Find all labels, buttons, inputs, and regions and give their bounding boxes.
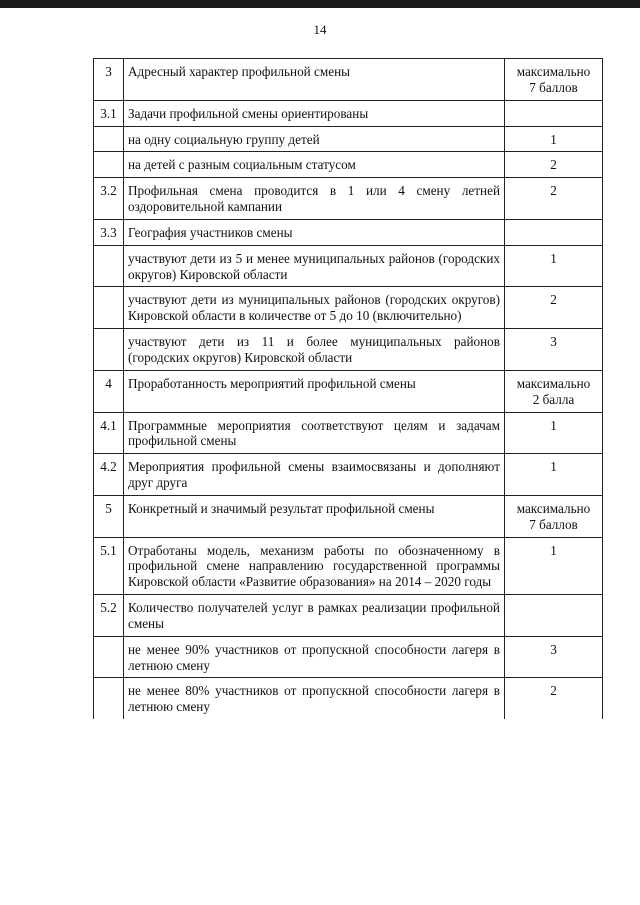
score-cell: 2 (505, 287, 603, 329)
score-cell: 1 (505, 454, 603, 496)
table-row (94, 329, 603, 371)
table-row (94, 636, 603, 678)
table-row (94, 59, 603, 101)
criteria-table-body (94, 59, 603, 720)
row-number: 5.1 (94, 537, 124, 595)
top-border-line (0, 0, 640, 8)
table-row (94, 219, 603, 245)
score-cell: 1 (505, 412, 603, 454)
score-cell: максимально 2 балла (505, 370, 603, 412)
score-cell: максимально 7 баллов (505, 59, 603, 101)
criterion-text: География участников смены (124, 219, 505, 245)
criteria-table (93, 58, 603, 719)
table-row (94, 287, 603, 329)
table-row (94, 595, 603, 637)
criterion-text: Адресный характер профильной смены (124, 59, 505, 101)
table-row (94, 178, 603, 220)
row-number (94, 287, 124, 329)
criterion-text: Профильная смена проводится в 1 или 4 смену летней оздоровительной кампании (124, 178, 505, 220)
table-row (94, 495, 603, 537)
table-row (94, 370, 603, 412)
score-cell: 2 (505, 678, 603, 719)
page-number: 14 (313, 22, 327, 37)
score-cell: 2 (505, 178, 603, 220)
table-row (94, 454, 603, 496)
score-cell: 2 (505, 152, 603, 178)
row-number: 4.1 (94, 412, 124, 454)
score-cell (505, 219, 603, 245)
row-number (94, 245, 124, 287)
table-row (94, 152, 603, 178)
row-number (94, 126, 124, 152)
criterion-text: Проработанность мероприятий профильной смены (124, 370, 505, 412)
table-row (94, 537, 603, 595)
criterion-text: Конкретный и значимый результат профильной смены (124, 495, 505, 537)
criterion-text: не менее 90% участников от пропускной способности лагеря в летнюю смену (124, 636, 505, 678)
criterion-text: Количество получателей услуг в рамках реализации профильной смены (124, 595, 505, 637)
criterion-text: Программные мероприятия соответствуют целям и задачам профильной смены (124, 412, 505, 454)
criterion-text: участвуют дети из 5 и менее муниципальных районов (городских округов) Кировской области (124, 245, 505, 287)
criterion-text: Мероприятия профильной смены взаимосвязаны и дополняют друг друга (124, 454, 505, 496)
score-cell: 3 (505, 636, 603, 678)
row-number (94, 636, 124, 678)
row-number: 3.1 (94, 100, 124, 126)
criterion-text: участвуют дети из муниципальных районов (городских округов) Кировской области в количестве от 5 до 10 (включительно) (124, 287, 505, 329)
row-number (94, 329, 124, 371)
row-number: 5 (94, 495, 124, 537)
criterion-text: участвуют дети из 11 и более муниципальных районов (городских округов) Кировской области (124, 329, 505, 371)
score-cell: 3 (505, 329, 603, 371)
table-row (94, 126, 603, 152)
row-number (94, 678, 124, 719)
table-row (94, 678, 603, 719)
row-number: 3.2 (94, 178, 124, 220)
score-cell: 1 (505, 126, 603, 152)
score-cell (505, 595, 603, 637)
score-cell: 1 (505, 245, 603, 287)
score-cell: 1 (505, 537, 603, 595)
row-number: 3 (94, 59, 124, 101)
row-number: 4 (94, 370, 124, 412)
table-row (94, 412, 603, 454)
row-number: 3.3 (94, 219, 124, 245)
criterion-text: на детей с разным социальным статусом (124, 152, 505, 178)
criterion-text: на одну социальную группу детей (124, 126, 505, 152)
row-number: 5.2 (94, 595, 124, 637)
table-row (94, 245, 603, 287)
table-row (94, 100, 603, 126)
criterion-text: не менее 80% участников от пропускной способности лагеря в летнюю смену (124, 678, 505, 719)
score-cell (505, 100, 603, 126)
row-number (94, 152, 124, 178)
criterion-text: Задачи профильной смены ориентированы (124, 100, 505, 126)
criterion-text: Отработаны модель, механизм работы по обозначенному в профильной смене направлению государственной программы Кировской области «Развитие образования» на 2014 – 2020 годы (124, 537, 505, 595)
row-number: 4.2 (94, 454, 124, 496)
score-cell: максимально 7 баллов (505, 495, 603, 537)
